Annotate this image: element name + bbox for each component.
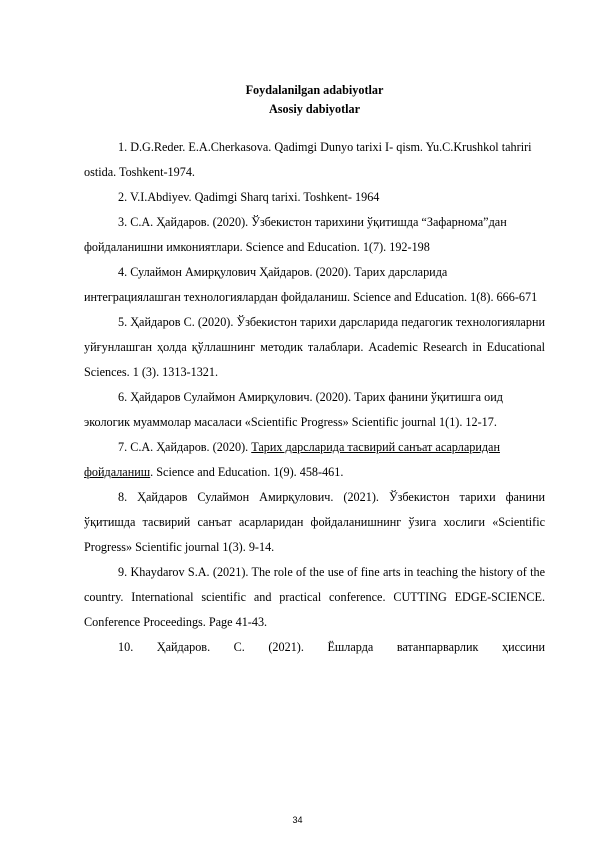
reference-item-7-prefix: 7. С.А. Ҳайдаров. (2020). [118,440,252,454]
references-title: Foydalanilgan adabiyotlar [245,83,384,97]
reference-item-4: 4. Сулаймон Амирқулович Ҳайдаров. (2020). Тарих дарсларида интеграциялашган технологиялардан фойдаланиш. Science and Education. 1(8). 666-671 [84,265,538,304]
references-subtitle: Asosiy dabiyotlar [268,102,361,116]
reference-item-7 [84,435,545,485]
reference-item-5: 5. Ҳайдаров С. (2020). Ўзбекистон тарихи дарсларида педагогик технологияларни уйғунлашган ҳолда қўллашнинг методик талаблари. Academic Research in Educational Sciences. 1 (3). 1313-1321. [84,315,545,379]
reference-item-7-suffix: . Science and Education. 1(9). 458-461. [150,465,344,479]
reference-item-10: 10. Ҳайдаров. С. (2021). Ёшларда ватанпарварлик ҳиссини [118,640,545,654]
reference-item-3: 3. С.А. Ҳайдаров. (2020). Ўзбекистон тарихини ўқитишда “Зафарнома”дан фойдаланишни имкониятлари. Science and Education. 1(7). 192-198 [84,215,507,254]
reference-item-2: 2. V.I.Abdiyev. Qadimgi Sharq tarixi. Toshkent- 1964 [118,190,380,204]
reference-item-8: 8. Ҳайдаров Сулаймон Амирқулович. (2021). Ўзбекистон тарихи фанини ўқитишда тасвирий санъат асарларидан фойдаланишнинг ўзига хослиги «Scientific Progress» Scientific journal 1(3). 9-14. [84,490,545,554]
reference-item-9: 9. Khaydarov S.A. (2021). The role of the use of fine arts in teaching the history of the country. International scientific and practical conference. CUTTING EDGE-SCIENCE. Conference Proceedings. Page 41-43. [84,565,545,629]
references-heading [84,81,545,119]
reference-list [84,135,545,660]
reference-item-7-link[interactable]: Тарих дарсларида тасвирий санъат асарларидан фойдаланиш [84,440,500,479]
page-number: 34 [292,815,303,825]
reference-item-1: 1. D.G.Reder. E.A.Cherkasova. Qadimgi Dunyo tarixi I- qism. Yu.C.Krushkol tahriri ostida. Toshkent-1974. [84,140,532,179]
reference-item-6: 6. Ҳайдаров Сулаймон Амирқулович. (2020). Тарих фанини ўқитишга оид экологик муаммолар масаласи «Scientific Progress» Scientific journal 1(1). 12-17. [84,390,503,429]
